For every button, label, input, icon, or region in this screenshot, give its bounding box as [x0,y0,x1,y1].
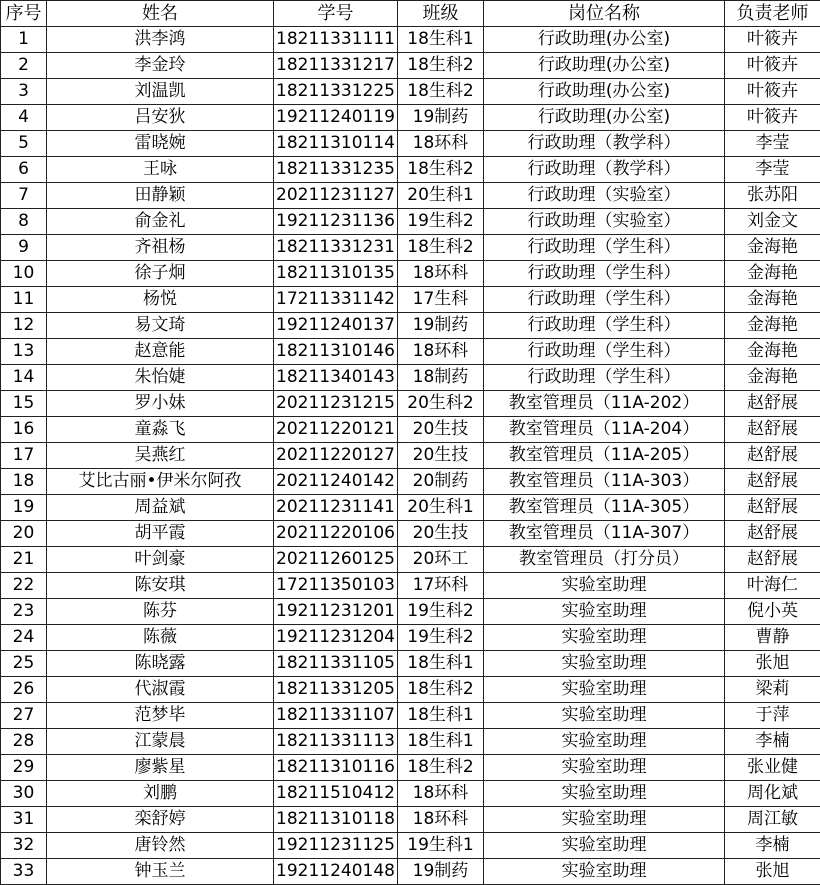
cell-post: 行政助理（学生科） [484,339,725,365]
cell-post: 教室管理员（11A-202） [484,391,725,417]
table-row [1,625,820,651]
cell-class: 20生科1 [398,183,484,209]
cell-student-id: 17211350103 [274,573,398,599]
table-row [1,417,820,443]
cell-name: 胡平霞 [47,521,274,547]
cell-post: 行政助理（实验室） [484,183,725,209]
cell-name: 赵意能 [47,339,274,365]
table-row [1,365,820,391]
cell-teacher: 金海艳 [725,365,820,391]
table-row [1,573,820,599]
cell-seq: 10 [1,261,47,287]
cell-student-id: 18211310118 [274,807,398,833]
cell-teacher: 张业健 [725,755,820,781]
cell-post: 教室管理员（11A-204） [484,417,725,443]
cell-student-id: 18211331107 [274,703,398,729]
cell-post: 行政助理(办公室) [484,53,725,79]
table-header [1,1,820,27]
cell-teacher: 刘金文 [725,209,820,235]
cell-class: 19生科2 [398,209,484,235]
cell-post: 实验室助理 [484,807,725,833]
cell-student-id: 18211331111 [274,27,398,53]
cell-class: 18生科1 [398,703,484,729]
cell-name: 陈薇 [47,625,274,651]
cell-class: 18生科2 [398,235,484,261]
cell-class: 19生科2 [398,625,484,651]
cell-class: 18生科2 [398,79,484,105]
cell-name: 田静颖 [47,183,274,209]
cell-student-id: 20211231141 [274,495,398,521]
cell-name: 俞金礼 [47,209,274,235]
cell-post: 行政助理（学生科） [484,365,725,391]
table-row [1,755,820,781]
cell-seq: 20 [1,521,47,547]
cell-class: 19制药 [398,105,484,131]
cell-seq: 30 [1,781,47,807]
cell-post: 实验室助理 [484,651,725,677]
cell-name: 代淑霞 [47,677,274,703]
cell-seq: 22 [1,573,47,599]
cell-student-id: 18211310135 [274,261,398,287]
cell-teacher: 赵舒展 [725,495,820,521]
table-row [1,313,820,339]
cell-name: 吴燕红 [47,443,274,469]
cell-teacher: 叶筱卉 [725,105,820,131]
cell-class: 18环科 [398,807,484,833]
cell-teacher: 赵舒展 [725,417,820,443]
cell-teacher: 于萍 [725,703,820,729]
cell-teacher: 叶筱卉 [725,27,820,53]
cell-seq: 25 [1,651,47,677]
table-row [1,729,820,755]
cell-student-id: 20211220127 [274,443,398,469]
cell-teacher: 张旭 [725,651,820,677]
cell-post: 实验室助理 [484,625,725,651]
cell-student-id: 18211331205 [274,677,398,703]
cell-teacher: 赵舒展 [725,469,820,495]
cell-class: 19生科1 [398,833,484,859]
cell-student-id: 18211331217 [274,53,398,79]
cell-class: 18制药 [398,365,484,391]
cell-class: 18生科2 [398,677,484,703]
cell-post: 行政助理(办公室) [484,105,725,131]
cell-student-id: 18211310146 [274,339,398,365]
cell-teacher: 李楠 [725,833,820,859]
cell-class: 18环科 [398,781,484,807]
cell-post: 行政助理（教学科） [484,157,725,183]
cell-post: 实验室助理 [484,859,725,885]
cell-name: 雷晓婉 [47,131,274,157]
cell-post: 实验室助理 [484,833,725,859]
cell-name: 王咏 [47,157,274,183]
cell-seq: 19 [1,495,47,521]
cell-post: 实验室助理 [484,755,725,781]
table-row [1,339,820,365]
cell-post: 教室管理员（11A-205） [484,443,725,469]
cell-teacher: 叶海仁 [725,573,820,599]
cell-post: 行政助理（学生科） [484,313,725,339]
cell-student-id: 19211231136 [274,209,398,235]
cell-post: 教室管理员（11A-305） [484,495,725,521]
cell-teacher: 金海艳 [725,287,820,313]
cell-name: 叶剑豪 [47,547,274,573]
cell-name: 廖紫星 [47,755,274,781]
table-row [1,261,820,287]
cell-name: 唐铃然 [47,833,274,859]
cell-teacher: 金海艳 [725,339,820,365]
cell-class: 20生科1 [398,495,484,521]
cell-name: 齐祖杨 [47,235,274,261]
cell-class: 19生科2 [398,599,484,625]
table-row [1,495,820,521]
cell-seq: 31 [1,807,47,833]
cell-student-id: 20211260125 [274,547,398,573]
table-row [1,651,820,677]
cell-seq: 11 [1,287,47,313]
cell-post: 实验室助理 [484,729,725,755]
cell-post: 教室管理员（11A-307） [484,521,725,547]
cell-seq: 21 [1,547,47,573]
table-row [1,157,820,183]
cell-name: 陈芬 [47,599,274,625]
cell-post: 实验室助理 [484,677,725,703]
cell-teacher: 赵舒展 [725,391,820,417]
table-row [1,547,820,573]
cell-teacher: 叶筱卉 [725,53,820,79]
cell-student-id: 18211510412 [274,781,398,807]
cell-name: 陈安琪 [47,573,274,599]
cell-name: 罗小妹 [47,391,274,417]
cell-seq: 4 [1,105,47,131]
cell-class: 17环科 [398,573,484,599]
cell-student-id: 18211340143 [274,365,398,391]
cell-student-id: 18211331105 [274,651,398,677]
cell-student-id: 18211331231 [274,235,398,261]
cell-teacher: 张旭 [725,859,820,885]
cell-seq: 23 [1,599,47,625]
cell-post: 行政助理(办公室) [484,79,725,105]
cell-teacher: 李莹 [725,131,820,157]
cell-teacher: 李莹 [725,157,820,183]
cell-seq: 18 [1,469,47,495]
table-row [1,53,820,79]
header-name: 姓名 [47,1,274,27]
cell-teacher: 梁莉 [725,677,820,703]
cell-teacher: 张苏阳 [725,183,820,209]
cell-seq: 9 [1,235,47,261]
header-teacher: 负责老师 [725,1,820,27]
cell-class: 20制药 [398,469,484,495]
table-row [1,183,820,209]
cell-seq: 1 [1,27,47,53]
table-row [1,469,820,495]
cell-name: 艾比古丽•伊米尔阿孜 [47,469,274,495]
cell-name: 陈晓露 [47,651,274,677]
cell-teacher: 赵舒展 [725,547,820,573]
cell-seq: 29 [1,755,47,781]
cell-teacher: 赵舒展 [725,521,820,547]
cell-teacher: 赵舒展 [725,443,820,469]
cell-class: 20生技 [398,417,484,443]
cell-teacher: 倪小英 [725,599,820,625]
cell-name: 易文琦 [47,313,274,339]
cell-seq: 33 [1,859,47,885]
cell-student-id: 20211231127 [274,183,398,209]
cell-post: 实验室助理 [484,573,725,599]
cell-class: 20生技 [398,521,484,547]
cell-post: 行政助理（学生科） [484,261,725,287]
cell-seq: 7 [1,183,47,209]
cell-name: 朱怡婕 [47,365,274,391]
table-row [1,781,820,807]
cell-post: 行政助理（实验室） [484,209,725,235]
table-row [1,833,820,859]
cell-teacher: 李楠 [725,729,820,755]
table-row [1,209,820,235]
cell-seq: 27 [1,703,47,729]
cell-post: 实验室助理 [484,703,725,729]
cell-student-id: 17211331142 [274,287,398,313]
cell-student-id: 18211310116 [274,755,398,781]
table-row [1,131,820,157]
cell-teacher: 曹静 [725,625,820,651]
header-post: 岗位名称 [484,1,725,27]
cell-teacher: 金海艳 [725,313,820,339]
table-row [1,235,820,261]
cell-name: 栾舒婷 [47,807,274,833]
table-row [1,27,820,53]
header-student-id: 学号 [274,1,398,27]
cell-student-id: 18211331225 [274,79,398,105]
cell-class: 17生科 [398,287,484,313]
cell-teacher: 周江敏 [725,807,820,833]
header-row [1,1,820,27]
cell-seq: 13 [1,339,47,365]
table-row [1,443,820,469]
table-row [1,807,820,833]
cell-seq: 16 [1,417,47,443]
cell-name: 杨悦 [47,287,274,313]
cell-student-id: 19211240137 [274,313,398,339]
cell-class: 18环科 [398,261,484,287]
cell-student-id: 18211331113 [274,729,398,755]
table-row [1,79,820,105]
cell-name: 江蒙晨 [47,729,274,755]
cell-student-id: 19211231201 [274,599,398,625]
cell-name: 吕安狄 [47,105,274,131]
cell-student-id: 20211231215 [274,391,398,417]
cell-class: 18生科2 [398,157,484,183]
header-seq: 序号 [1,1,47,27]
table-row [1,703,820,729]
table-row [1,105,820,131]
cell-name: 周益斌 [47,495,274,521]
cell-name: 童淼飞 [47,417,274,443]
cell-teacher: 叶筱卉 [725,79,820,105]
cell-class: 18生科1 [398,729,484,755]
cell-seq: 5 [1,131,47,157]
cell-seq: 3 [1,79,47,105]
cell-post: 行政助理（学生科） [484,287,725,313]
cell-class: 18生科1 [398,651,484,677]
cell-class: 18生科2 [398,53,484,79]
cell-post: 行政助理（教学科） [484,131,725,157]
cell-post: 实验室助理 [484,599,725,625]
table-row [1,859,820,885]
cell-seq: 24 [1,625,47,651]
cell-name: 钟玉兰 [47,859,274,885]
cell-teacher: 金海艳 [725,261,820,287]
cell-name: 刘鹏 [47,781,274,807]
cell-student-id: 20211220121 [274,417,398,443]
table-body [1,27,820,885]
cell-seq: 17 [1,443,47,469]
cell-teacher: 周化斌 [725,781,820,807]
cell-post: 行政助理（学生科） [484,235,725,261]
cell-name: 范梦毕 [47,703,274,729]
cell-post: 教室管理员（打分员） [484,547,725,573]
cell-seq: 6 [1,157,47,183]
cell-post: 行政助理(办公室) [484,27,725,53]
cell-class: 20生技 [398,443,484,469]
cell-class: 20环工 [398,547,484,573]
cell-post: 实验室助理 [484,781,725,807]
cell-class: 18生科1 [398,27,484,53]
cell-student-id: 19211240119 [274,105,398,131]
cell-name: 洪李鸿 [47,27,274,53]
cell-class: 20生科2 [398,391,484,417]
cell-class: 19制药 [398,313,484,339]
cell-name: 徐子炯 [47,261,274,287]
cell-class: 18环科 [398,339,484,365]
table-row [1,677,820,703]
cell-class: 18生科2 [398,755,484,781]
cell-class: 19制药 [398,859,484,885]
table-row [1,521,820,547]
cell-teacher: 金海艳 [725,235,820,261]
cell-post: 教室管理员（11A-303） [484,469,725,495]
cell-student-id: 18211331235 [274,157,398,183]
cell-seq: 12 [1,313,47,339]
cell-seq: 8 [1,209,47,235]
cell-student-id: 20211240142 [274,469,398,495]
cell-name: 刘温凯 [47,79,274,105]
cell-seq: 15 [1,391,47,417]
cell-class: 18环科 [398,131,484,157]
table-row [1,599,820,625]
table-row [1,391,820,417]
cell-seq: 28 [1,729,47,755]
cell-student-id: 19211240148 [274,859,398,885]
cell-student-id: 18211310114 [274,131,398,157]
cell-student-id: 19211231125 [274,833,398,859]
table-row [1,287,820,313]
cell-student-id: 20211220106 [274,521,398,547]
cell-seq: 2 [1,53,47,79]
cell-seq: 32 [1,833,47,859]
cell-student-id: 19211231204 [274,625,398,651]
cell-seq: 26 [1,677,47,703]
header-class: 班级 [398,1,484,27]
cell-name: 李金玲 [47,53,274,79]
cell-seq: 14 [1,365,47,391]
